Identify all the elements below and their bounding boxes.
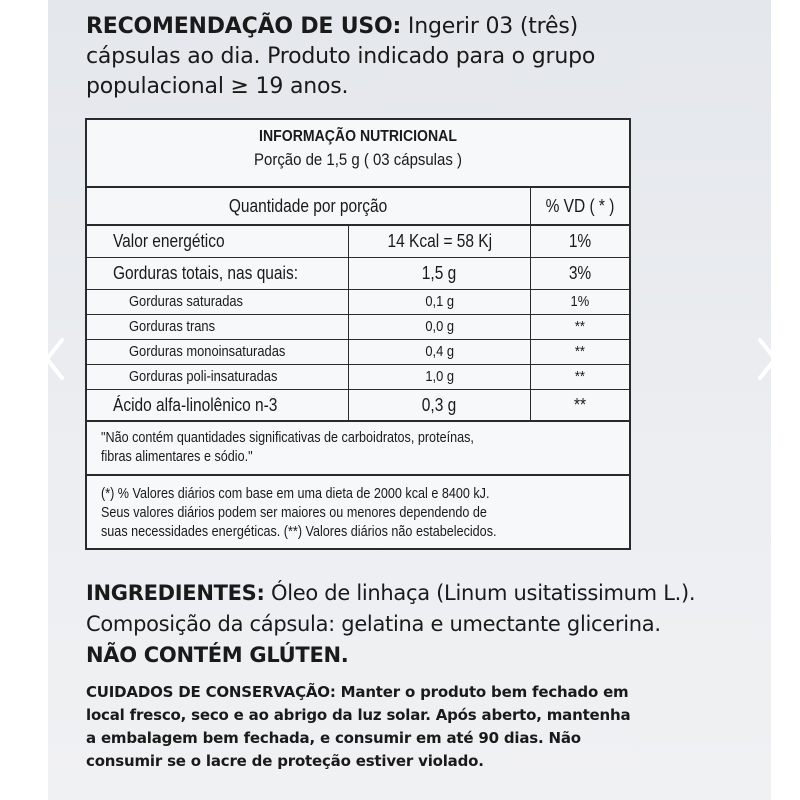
nutrient-name: Gorduras poli-insaturadas	[129, 368, 278, 385]
prev-image-button[interactable]	[42, 336, 68, 382]
nutrient-amount: 0,0 g	[425, 318, 454, 335]
table-row	[87, 290, 629, 315]
table-row	[87, 315, 629, 340]
nutrient-name: Valor energético	[113, 231, 225, 251]
nutrient-amount: 0,4 g	[425, 343, 454, 360]
nutrition-table-title: INFORMAÇÃO NUTRICIONAL	[259, 128, 457, 145]
nutrient-daily-value: **	[574, 368, 586, 385]
insignificant-nutrients-note	[87, 422, 629, 476]
usage-recommendation-label: RECOMENDAÇÃO DE USO:	[86, 14, 402, 39]
ingredients-section	[86, 578, 766, 671]
usage-recommendation-text: Ingerir 03 (três)	[401, 14, 578, 39]
care-line: CUIDADOS DE CONSERVAÇÃO: Manter o produto bem fechado em	[86, 683, 629, 701]
nutrition-table-header	[87, 120, 629, 188]
ingredients-label: INGREDIENTES:	[86, 581, 265, 605]
nutrient-daily-value: **	[574, 318, 586, 335]
table-row	[87, 340, 629, 365]
note-line: fibras alimentares e sódio."	[101, 448, 253, 465]
capsule-composition: Composição da cápsula: gelatina e umectante glicerina.	[86, 612, 661, 636]
table-row	[87, 226, 629, 258]
nutrient-daily-value: 1%	[570, 293, 590, 310]
usage-recommendation	[86, 12, 686, 102]
nutrient-name: Gorduras totais, nas quais:	[113, 263, 299, 283]
nutrient-amount: 1,0 g	[425, 368, 454, 385]
nutrient-amount: 0,3 g	[422, 395, 457, 415]
nutrient-daily-value: 3%	[568, 263, 592, 283]
nutrient-daily-value: **	[573, 395, 587, 415]
storage-care-section	[86, 681, 726, 773]
note-line: Seus valores diários podem ser maiores ou menores dependendo de	[101, 504, 487, 521]
usage-recommendation-line: populacional ≥ 19 anos.	[86, 74, 349, 99]
column-header-row	[87, 188, 629, 226]
serving-size: Porção de 1,5 g ( 03 cápsulas )	[254, 150, 462, 169]
nutrient-name: Gorduras saturadas	[129, 293, 244, 310]
nutrition-facts-table	[85, 118, 631, 550]
next-image-button[interactable]	[754, 336, 780, 382]
nutrient-daily-value: 1%	[568, 231, 592, 251]
nutrient-amount: 14 Kcal = 58 Kj	[387, 231, 492, 251]
daily-value-column-header: % VD ( * )	[545, 196, 615, 216]
gluten-statement: NÃO CONTÉM GLÚTEN.	[86, 643, 349, 667]
nutrient-daily-value: **	[574, 343, 586, 360]
nutrient-amount: 1,5 g	[422, 263, 457, 283]
care-line: local fresco, seco e ao abrigo da luz solar. Após aberto, mantenha	[86, 706, 631, 724]
note-line: suas necessidades energéticas. (**) Valores diários não estabelecidos.	[101, 523, 497, 540]
table-row	[87, 365, 629, 390]
nutrient-name: Ácido alfa-linolênico n-3	[113, 395, 278, 415]
care-line: consumir se o lacre de proteção estiver violado.	[86, 752, 484, 770]
usage-recommendation-line: cápsulas ao dia. Produto indicado para o grupo	[86, 44, 596, 69]
table-row	[87, 390, 629, 422]
quantity-column-header: Quantidade por porção	[229, 196, 388, 216]
note-line: "Não contém quantidades significativas de carboidratos, proteínas,	[101, 429, 474, 446]
table-row	[87, 258, 629, 290]
chevron-right-icon	[754, 336, 780, 382]
ingredients-text: Óleo de linhaça (Linum usitatissimum L.).	[264, 581, 696, 605]
nutrient-amount: 0,1 g	[425, 293, 454, 310]
nutrient-name: Gorduras monoinsaturadas	[129, 343, 286, 360]
care-line: a embalagem bem fechada, e consumir em até 90 dias. Não	[86, 729, 581, 747]
nutrient-name: Gorduras trans	[129, 318, 216, 335]
note-line: (*) % Valores diários com base em uma dieta de 2000 kcal e 8400 kJ.	[101, 485, 490, 502]
chevron-left-icon	[42, 336, 68, 382]
daily-values-note	[87, 476, 629, 541]
